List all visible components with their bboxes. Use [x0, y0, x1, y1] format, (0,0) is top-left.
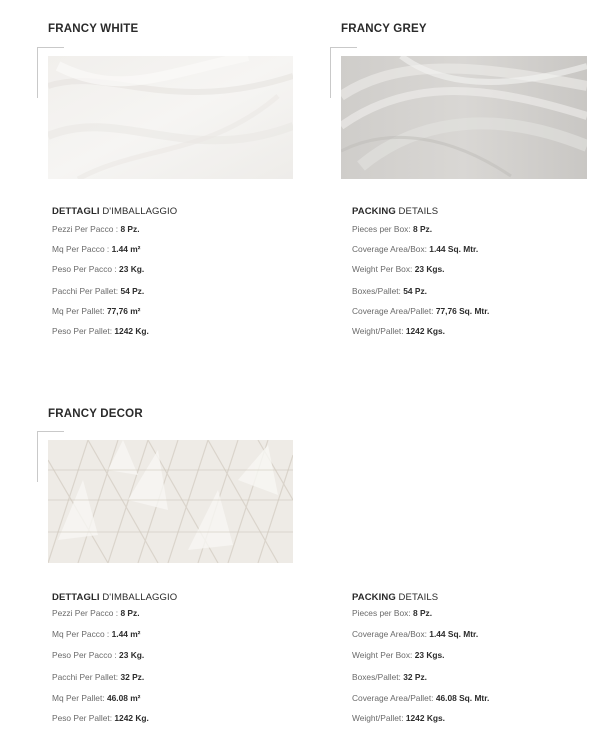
pack-row: Mq Per Pacco : 1.44 m²: [52, 244, 141, 254]
decor-leaf-tile: [48, 440, 293, 563]
pack-row: Pezzi Per Pacco : 8 Pz.: [52, 608, 140, 618]
pack-row: Coverage Area/Pallet: 77,76 Sq. Mtr.: [352, 306, 490, 316]
packing-heading-decor: DETTAGLI D'IMBALLAGGIO: [52, 592, 178, 603]
pack-row: Peso Per Pallet: 1242 Kg.: [52, 713, 149, 723]
pack-row: Pacchi Per Pallet: 54 Pz.: [52, 286, 145, 296]
pack-row: Coverage Area/Box: 1.44 Sq. Mtr.: [352, 629, 479, 639]
pack-row: Coverage Area/Box: 1.44 Sq. Mtr.: [352, 244, 479, 254]
packing-heading-white: DETTAGLI D'IMBALLAGGIO: [52, 206, 178, 217]
francy-white-title: FRANCY WHITE: [48, 23, 139, 35]
pack-row: Pacchi Per Pallet: 32 Pz.: [52, 672, 145, 682]
white-marble-tile: [48, 56, 293, 179]
pack-row: Peso Per Pacco : 23 Kg.: [52, 650, 145, 660]
pack-row: Mq Per Pallet: 46.08 m²: [52, 693, 141, 703]
pack-row: Weight/Pallet: 1242 Kgs.: [352, 713, 445, 723]
pack-row: Pieces per Box: 8 Pz.: [352, 608, 433, 618]
francy-grey-title: FRANCY GREY: [341, 23, 427, 35]
packing-heading-grey: PACKING DETAILS: [352, 206, 439, 217]
pack-row: Boxes/Pallet: 32 Pz.: [352, 672, 427, 682]
pack-row: Weight Per Box: 23 Kgs.: [352, 264, 445, 274]
pack-row: Weight Per Box: 23 Kgs.: [352, 650, 445, 660]
pack-row: Mq Per Pallet: 77,76 m²: [52, 306, 141, 316]
grey-marble-tile: [341, 56, 587, 179]
pack-row: Peso Per Pallet: 1242 Kg.: [52, 326, 149, 336]
pack-row: Boxes/Pallet: 54 Pz.: [352, 286, 427, 296]
pack-row: Pezzi Per Pacco : 8 Pz.: [52, 224, 140, 234]
pack-row: Coverage Area/Pallet: 46.08 Sq. Mtr.: [352, 693, 490, 703]
packing-heading-decor-en: PACKING DETAILS: [352, 592, 439, 603]
francy-decor-title: FRANCY DECOR: [48, 408, 143, 420]
pack-row: Pieces per Box: 8 Pz.: [352, 224, 433, 234]
pack-row: Peso Per Pacco : 23 Kg.: [52, 264, 145, 274]
pack-row: Mq Per Pacco : 1.44 m²: [52, 629, 141, 639]
pack-row: Weight/Pallet: 1242 Kgs.: [352, 326, 445, 336]
